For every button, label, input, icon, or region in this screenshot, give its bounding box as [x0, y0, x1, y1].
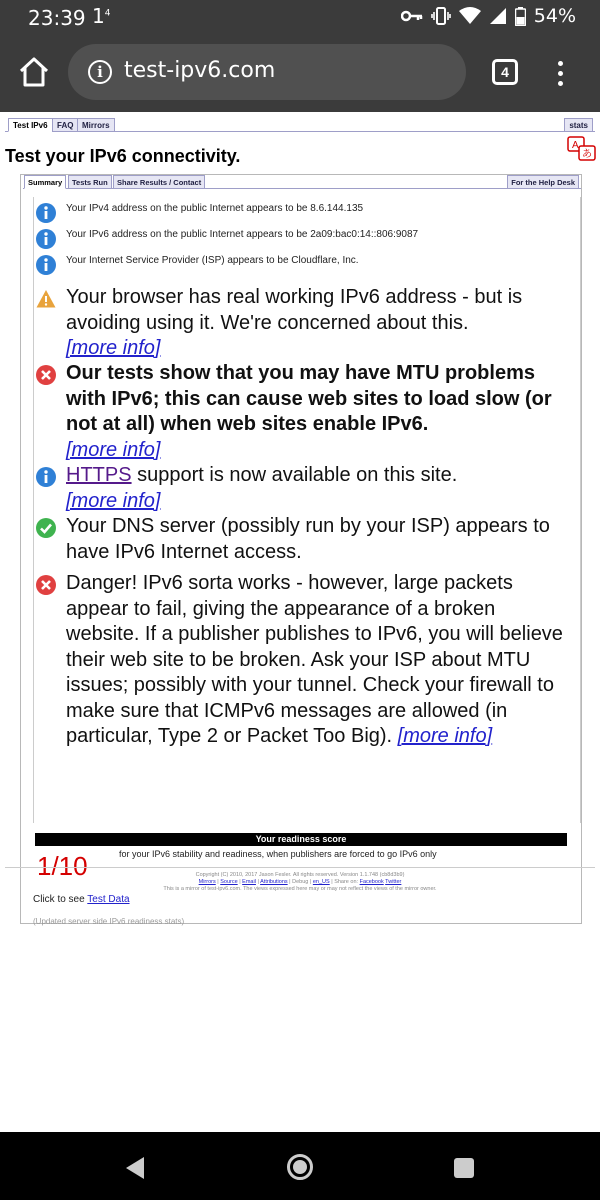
footer-link-attributions[interactable]: Attributions [260, 879, 288, 885]
menu-dot-icon [558, 81, 563, 86]
signal-icon [489, 7, 507, 25]
error-icon [36, 575, 56, 595]
tab-help-desk[interactable]: For the Help Desk [507, 175, 579, 189]
wifi-icon [459, 7, 481, 25]
status-indicator-number: 1 [92, 4, 105, 28]
tab-switcher-button[interactable]: 4 [492, 59, 518, 85]
warning-icon [36, 289, 56, 309]
footer-copyright: Copyright (C) 2010, 2017 Jason Fesler. All rights reserved. Version 1.1.748 (cb8d3b9) [195, 872, 405, 878]
footer-links: Mirrors | Source | Email | Attributions | Debug | en_US | Share on: Facebook Twitter [198, 879, 402, 885]
ipv4-text: Your IPv4 address on the public Internet appears to be 8.6.144.135 [66, 203, 364, 214]
translate-icon[interactable] [567, 136, 597, 162]
info-icon [36, 255, 56, 275]
status-indicator-sup: 4 [104, 8, 111, 19]
page-title: Test your IPv6 connectivity. [5, 146, 241, 166]
page-footer [0, 872, 600, 893]
danger-text [66, 571, 572, 750]
site-nav-tabs [5, 118, 595, 132]
tab-mirrors[interactable]: Mirrors [77, 118, 115, 132]
tab-test-ipv6[interactable]: Test IPv6 [8, 118, 53, 132]
system-nav-bar [0, 1132, 600, 1200]
mtu-text [66, 361, 572, 463]
more-info-link[interactable]: [more info] [66, 438, 161, 461]
test-data-line [33, 894, 130, 905]
https-message: support is now available on this site. [131, 464, 458, 486]
battery-icon [515, 7, 526, 26]
status-indicator [92, 4, 110, 28]
browser-toolbar [0, 34, 600, 112]
url-text[interactable]: test-ipv6.com [124, 58, 276, 83]
readiness-score-description: for your IPv6 stability and readiness, when publishers are forced to go IPv6 only [119, 849, 437, 859]
results-panel [20, 174, 582, 924]
ipv6-text: Your IPv6 address on the public Internet appears to be 2a09:bac0:14::806:9087 [66, 229, 419, 240]
more-info-link[interactable]: [more info] [66, 489, 161, 512]
info-icon [36, 229, 56, 249]
footer-link-debug[interactable]: Debug [292, 879, 309, 885]
recents-icon[interactable] [454, 1158, 474, 1178]
test-data-prefix: Click to see [33, 894, 88, 905]
footer-link-locale[interactable]: en_US [312, 879, 330, 885]
dns-text: Your DNS server (possibly run by your ISP) appears to have IPv6 Internet access. [66, 515, 550, 563]
battery-percent: 54% [533, 5, 576, 27]
status-bar [0, 0, 600, 34]
menu-dot-icon [558, 71, 563, 76]
isp-text: Your Internet Service Provider (ISP) appears to be Cloudflare, Inc. [66, 255, 359, 266]
svg-text:あ: あ [582, 149, 592, 160]
results-tabs [23, 175, 581, 189]
home-button[interactable] [16, 54, 52, 90]
footer-link-email[interactable]: Email [242, 879, 256, 885]
status-icons [401, 5, 576, 27]
footer-share-label: Share on: [334, 879, 359, 885]
footer-link-mirrors[interactable]: Mirrors [198, 879, 216, 885]
address-bar[interactable] [68, 44, 466, 100]
tab-summary[interactable]: Summary [24, 175, 66, 189]
https-link[interactable]: HTTPS [66, 464, 132, 486]
danger-message: Danger! IPv6 sorta works - however, large packets appear to fail, giving the appearance of a broken website. If a publisher publishes to IPv6, you will believe their web site to be broken. Ask your ISP about MTU issues; possibly with your tunnel. Check your firewall to make sure that ICMPv6 messages are allowed (in particular, Type 2 or Packet Too Big). [66, 572, 563, 747]
mtu-message: Our tests show that you may have MTU problems with IPv6; this can cause web sites to load slow (or not at all) when web sites enable IPv6. [66, 362, 552, 435]
overflow-menu-button[interactable] [552, 58, 568, 92]
check-icon [36, 518, 56, 538]
web-page [0, 112, 600, 1132]
test-data-link[interactable]: Test Data [87, 894, 130, 905]
footer-link-twitter[interactable]: Twitter [385, 879, 402, 885]
key-icon [401, 9, 423, 23]
https-text [66, 463, 572, 514]
menu-dot-icon [558, 61, 563, 66]
site-info-icon[interactable]: i [88, 60, 112, 84]
footer-divider [5, 867, 595, 868]
tab-tests-run[interactable]: Tests Run [68, 175, 112, 189]
readiness-score-value: 1/10 [37, 851, 88, 881]
footer-mirror-note: This is a mirror of test-ipv6.com. The views expressed here may or may not reflect the views of the mirror owner. [163, 886, 437, 892]
tab-faq[interactable]: FAQ [52, 118, 78, 132]
back-icon[interactable] [124, 1156, 146, 1180]
stats-note[interactable]: (Updated server side IPv6 readiness stats) [33, 917, 185, 926]
info-icon [36, 467, 56, 487]
footer-link-facebook[interactable]: Facebook [359, 879, 384, 885]
svg-text:A: A [572, 140, 579, 151]
more-info-link[interactable]: [more info] [397, 725, 493, 747]
home-icon [16, 54, 52, 90]
status-time: 23:39 [28, 6, 86, 30]
more-info-link[interactable]: [more info] [66, 337, 161, 359]
warning-message: Your browser has real working IPv6 address - but is avoiding using it. We're concerned about this. [66, 286, 523, 334]
warning-text [66, 285, 572, 362]
tab-stats[interactable]: stats [564, 118, 593, 132]
results-list [33, 197, 581, 823]
readiness-score-header: Your readiness score [35, 833, 567, 846]
info-icon [36, 203, 56, 223]
tab-share-results[interactable]: Share Results / Contact [113, 175, 205, 189]
nav-home-icon[interactable] [287, 1154, 313, 1180]
footer-link-source[interactable]: Source [220, 879, 238, 885]
vibrate-icon [431, 7, 451, 25]
error-icon [36, 365, 56, 385]
